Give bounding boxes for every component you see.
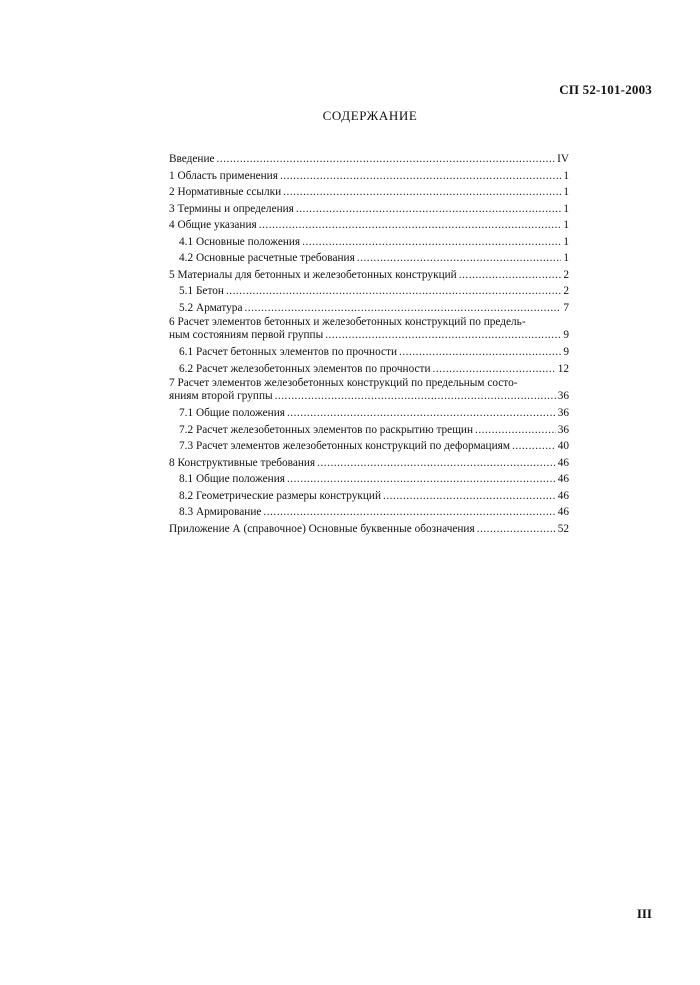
toc-entry-title: 5.2 Арматура — [179, 301, 243, 314]
toc-entry-title: 2 Нормативные ссылки — [169, 186, 282, 198]
toc-entry-appendix-a[interactable] — [169, 521, 569, 538]
toc-entry-title: 8 Конструктивные требования — [169, 456, 316, 469]
toc-title: СОДЕРЖАНИЕ — [322, 108, 418, 123]
toc-entry-section-7-2[interactable] — [169, 422, 569, 439]
page-number: III — [636, 906, 652, 921]
toc-entry-title: 8.1 Общие положения — [179, 473, 285, 485]
toc-entry-title-line1: 6 Расчет элементов бетонных и железобетонных конструкций по предель- — [169, 316, 526, 328]
toc-entry-page: IV — [557, 153, 569, 165]
toc-dot-leader — [459, 267, 562, 284]
toc-entry-section-5-2[interactable] — [169, 300, 569, 317]
toc-entry-page: 40 — [557, 440, 569, 452]
toc-entry-page: 2 — [563, 285, 569, 297]
toc-dot-leader — [357, 250, 562, 267]
toc-dot-leader — [317, 455, 556, 472]
toc-dot-leader — [275, 390, 556, 403]
toc-entry-title: 6.2 Расчет железобетонных элементов по прочности — [179, 362, 431, 375]
toc-entry-title: 4.2 Основные расчетные требования — [179, 252, 355, 264]
toc-entry-page: 36 — [557, 390, 569, 402]
toc-entry-page: 1 — [563, 235, 569, 248]
toc-entry-continuation — [169, 390, 569, 405]
toc-entry-page: 9 — [563, 329, 569, 341]
toc-entry-page: 1 — [563, 219, 569, 231]
toc-dot-leader — [383, 488, 556, 505]
toc-entry-page: 46 — [557, 473, 569, 485]
toc-entry-title: 5.1 Бетон — [179, 285, 224, 297]
toc-entry-section-7-3[interactable] — [169, 438, 569, 455]
toc-dot-leader — [512, 438, 556, 455]
toc-dot-leader — [217, 151, 556, 168]
toc-entry-section-8-2[interactable] — [169, 488, 569, 505]
toc-entry-title: Приложение А (справочное) Основные буквенные обозначения — [169, 522, 475, 535]
toc-dot-leader — [259, 217, 562, 234]
toc-entry-title-line2: яниям второй группы — [169, 390, 273, 402]
toc-dot-leader — [477, 521, 556, 538]
toc-entry-continuation — [169, 329, 569, 344]
table-of-contents — [169, 151, 569, 537]
toc-entry-section-8-3[interactable] — [169, 504, 569, 521]
toc-entry-section-4-1[interactable] — [169, 234, 569, 251]
toc-entry-page: 46 — [557, 456, 569, 469]
toc-dot-leader — [244, 300, 561, 317]
toc-entry-section-8[interactable] — [169, 455, 569, 472]
toc-entry-introduction[interactable] — [169, 151, 569, 168]
toc-dot-leader — [263, 504, 555, 521]
toc-dot-leader — [296, 201, 561, 218]
toc-entry-title: 6.1 Расчет бетонных элементов по прочности — [179, 346, 398, 358]
toc-entry-section-4[interactable] — [169, 217, 569, 234]
toc-entry-section-6-2[interactable] — [169, 361, 569, 378]
toc-entry-section-5[interactable] — [169, 267, 569, 284]
toc-dot-leader — [399, 344, 561, 361]
toc-entry-section-1[interactable] — [169, 168, 569, 185]
toc-entry-title: 3 Термины и определения — [169, 202, 294, 215]
toc-entry-section-6[interactable] — [169, 316, 569, 344]
toc-entry-page: 1 — [563, 186, 569, 198]
toc-entry-title: Введение — [169, 153, 215, 165]
toc-entry-page: 9 — [563, 346, 569, 358]
toc-entry-section-7[interactable] — [169, 377, 569, 405]
toc-entry-title: 7.3 Расчет элементов железобетонных конструкций по деформациям — [179, 440, 510, 452]
toc-dot-leader — [325, 329, 561, 342]
toc-entry-page: 1 — [563, 169, 569, 182]
toc-entry-page: 46 — [557, 506, 569, 518]
toc-entry-page: 7 — [563, 301, 569, 314]
toc-entry-title-line1: 7 Расчет элементов железобетонных конструкций по предельным состо- — [169, 377, 518, 389]
toc-entry-title: 4 Общие указания — [169, 219, 257, 231]
toc-entry-page: 1 — [563, 202, 569, 215]
document-code: СП 52-101-2003 — [559, 82, 652, 97]
toc-entry-page: 36 — [557, 407, 569, 419]
toc-entry-title-line2: ным состояниям первой группы — [169, 329, 324, 341]
toc-entry-title: 5 Материалы для бетонных и железобетонных конструкций — [169, 268, 457, 281]
toc-entry-section-4-2[interactable] — [169, 250, 569, 267]
toc-dot-leader — [433, 361, 556, 378]
toc-entry-title: 1 Область применения — [169, 169, 278, 182]
toc-entry-title: 4.1 Основные положения — [179, 235, 301, 248]
toc-dot-leader — [302, 234, 561, 251]
toc-entry-title: 7.2 Расчет железобетонных элементов по раскрытию трещин — [179, 423, 473, 436]
toc-dot-leader — [280, 168, 561, 185]
toc-entry-section-2[interactable] — [169, 184, 569, 201]
toc-entry-section-8-1[interactable] — [169, 471, 569, 488]
toc-entry-section-3[interactable] — [169, 201, 569, 218]
toc-entry-section-7-1[interactable] — [169, 405, 569, 422]
toc-entry-title: 7.1 Общие положения — [179, 407, 285, 419]
toc-dot-leader — [475, 422, 556, 439]
toc-entry-page: 12 — [557, 362, 569, 375]
toc-entry-page: 2 — [563, 268, 569, 281]
toc-entry-section-6-1[interactable] — [169, 344, 569, 361]
toc-entry-page: 1 — [563, 252, 569, 264]
toc-entry-page: 36 — [557, 423, 569, 436]
toc-entry-title: 8.3 Армирование — [179, 506, 262, 518]
toc-entry-section-5-1[interactable] — [169, 283, 569, 300]
toc-entry-page: 46 — [557, 489, 569, 502]
toc-entry-page: 52 — [557, 522, 569, 535]
toc-dot-leader — [283, 184, 561, 201]
toc-entry-title: 8.2 Геометрические размеры конструкций — [179, 489, 382, 502]
toc-dot-leader — [287, 471, 556, 488]
toc-dot-leader — [226, 283, 561, 300]
toc-dot-leader — [287, 405, 556, 422]
